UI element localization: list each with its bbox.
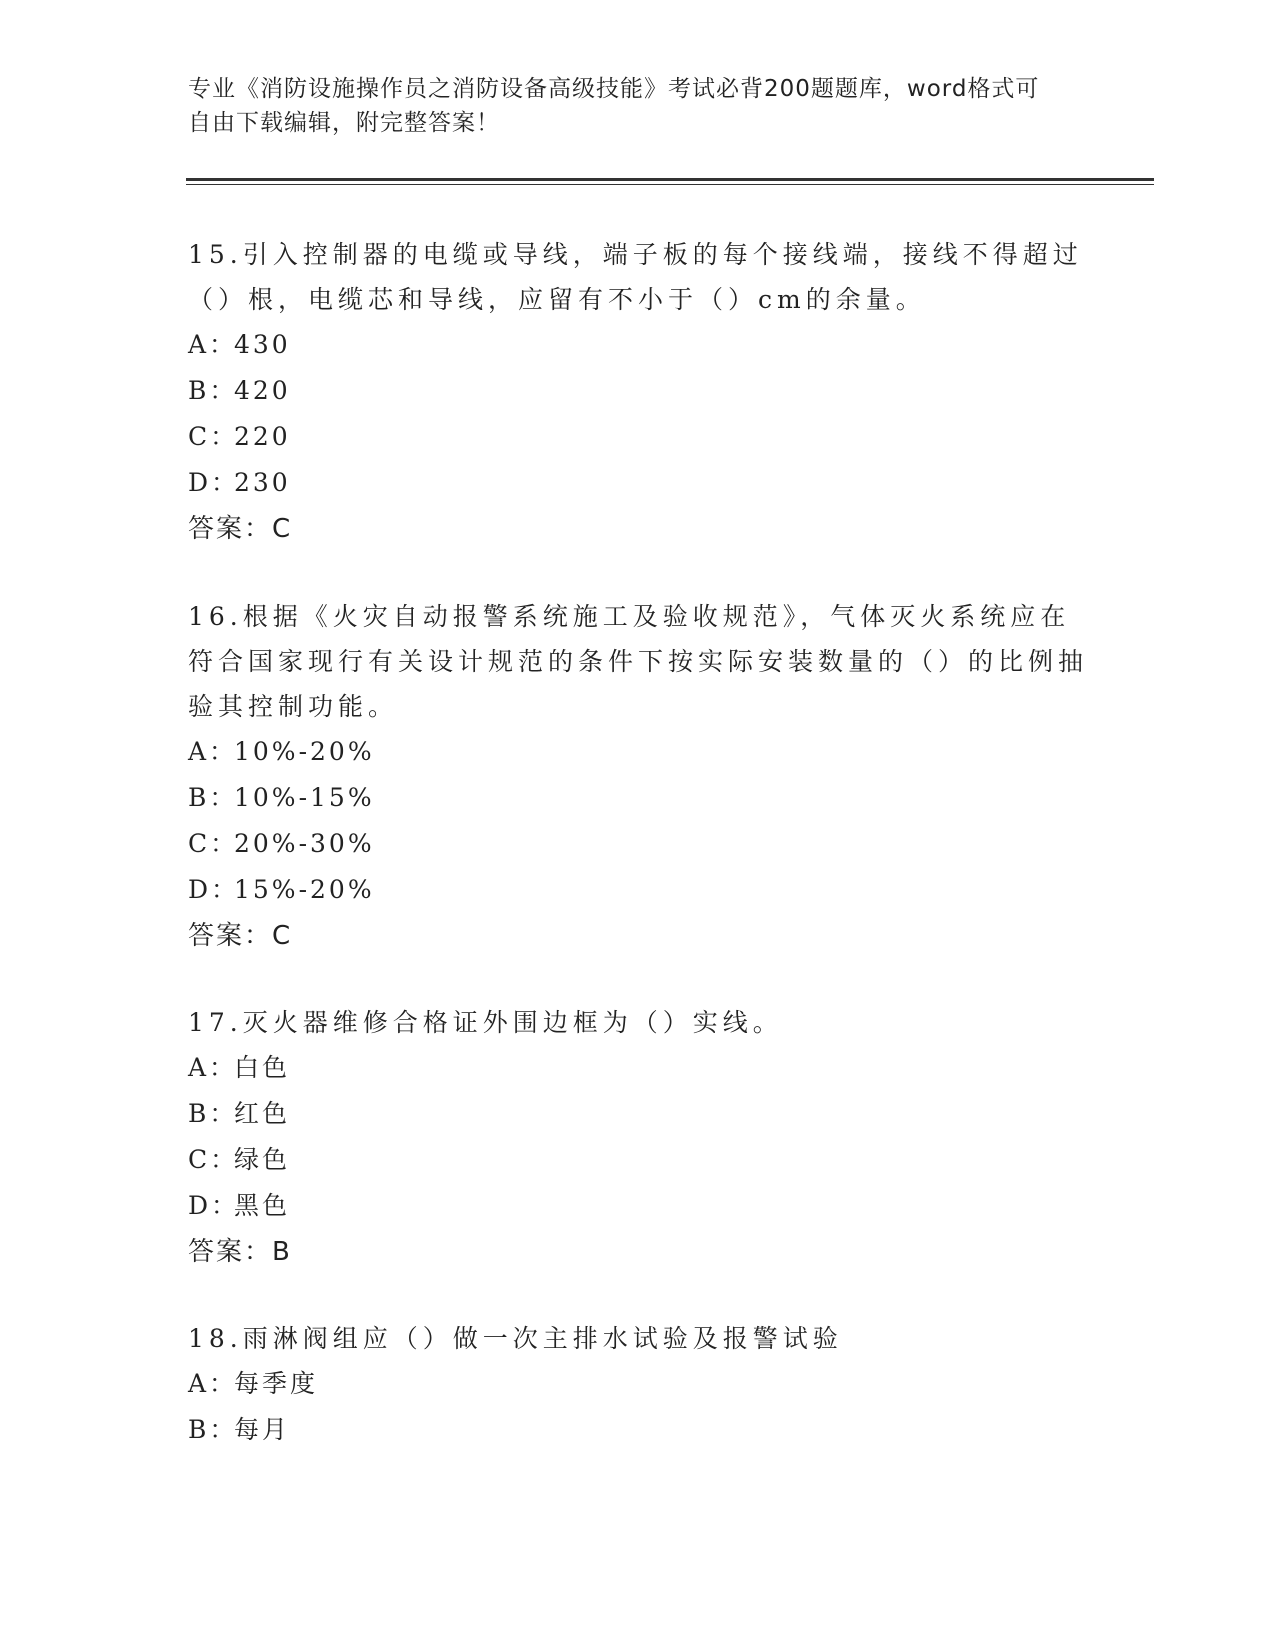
header-line-1: 专业《消防设施操作员之消防设备高级技能》考试必背200题题库，word格式可 [188,76,1040,102]
header-divider-thin [186,184,1154,185]
answer-label: 答案：C [188,921,293,951]
option-letter: D： [188,468,240,497]
option-value: 黑色 [234,1191,291,1220]
option-letter: D： [188,1191,240,1220]
option-value: 绿色 [234,1145,291,1174]
option-value: 每月 [234,1415,291,1444]
option-b [188,1091,1088,1137]
question-18 [188,1316,1088,1453]
document-header [188,72,1088,140]
question-text: 15.引入控制器的电缆或导线，端子板的每个接线端，接线不得超过（）根，电缆芯和导线，应留有不小于（）cm的余量。 [188,240,1083,314]
question-15 [188,232,1088,552]
question-17 [188,1000,1088,1275]
option-b [188,1407,1088,1453]
option-d [188,867,1088,913]
option-letter: C： [188,1145,239,1174]
option-value: 红色 [234,1099,291,1128]
option-value: 白色 [234,1053,291,1082]
option-value: 15%-20% [234,875,375,904]
option-value: 每季度 [234,1369,319,1398]
option-letter: B： [188,783,238,812]
option-letter: B： [188,376,238,405]
option-c [188,414,1088,460]
question-text: 18.雨淋阀组应（）做一次主排水试验及报警试验 [188,1324,843,1353]
option-letter: C： [188,829,239,858]
question-16 [188,594,1088,959]
answer-label: 答案：B [188,1237,292,1267]
option-b [188,368,1088,414]
option-value: 220 [234,422,291,451]
option-letter: D： [188,875,240,904]
option-a [188,1045,1088,1091]
option-value: 430 [234,330,291,359]
option-d [188,1183,1088,1229]
header-divider-thick [186,178,1154,181]
question-text: 16.根据《火灾自动报警系统施工及验收规范》，气体灭火系统应在符合国家现行有关设计规范的条件下按实际安装数量的（）的比例抽验其控制功能。 [188,602,1089,721]
option-value: 10%-15% [234,783,375,812]
option-letter: A： [188,1053,238,1082]
option-letter: A： [188,1369,238,1398]
option-value: 10%-20% [234,737,375,766]
option-c [188,1137,1088,1183]
option-c [188,821,1088,867]
option-letter: A： [188,330,238,359]
option-value: 420 [234,376,291,405]
option-value: 230 [234,468,291,497]
header-line-2: 自由下载编辑，附完整答案！ [188,110,500,136]
option-a [188,729,1088,775]
option-letter: B： [188,1099,238,1128]
option-letter: C： [188,422,239,451]
option-letter: B： [188,1415,238,1444]
question-text: 17.灭火器维修合格证外围边框为（）实线。 [188,1008,783,1037]
option-letter: A： [188,737,238,766]
answer-label: 答案：C [188,514,293,544]
option-d [188,460,1088,506]
option-b [188,775,1088,821]
option-a [188,322,1088,368]
option-value: 20%-30% [234,829,375,858]
option-a [188,1361,1088,1407]
